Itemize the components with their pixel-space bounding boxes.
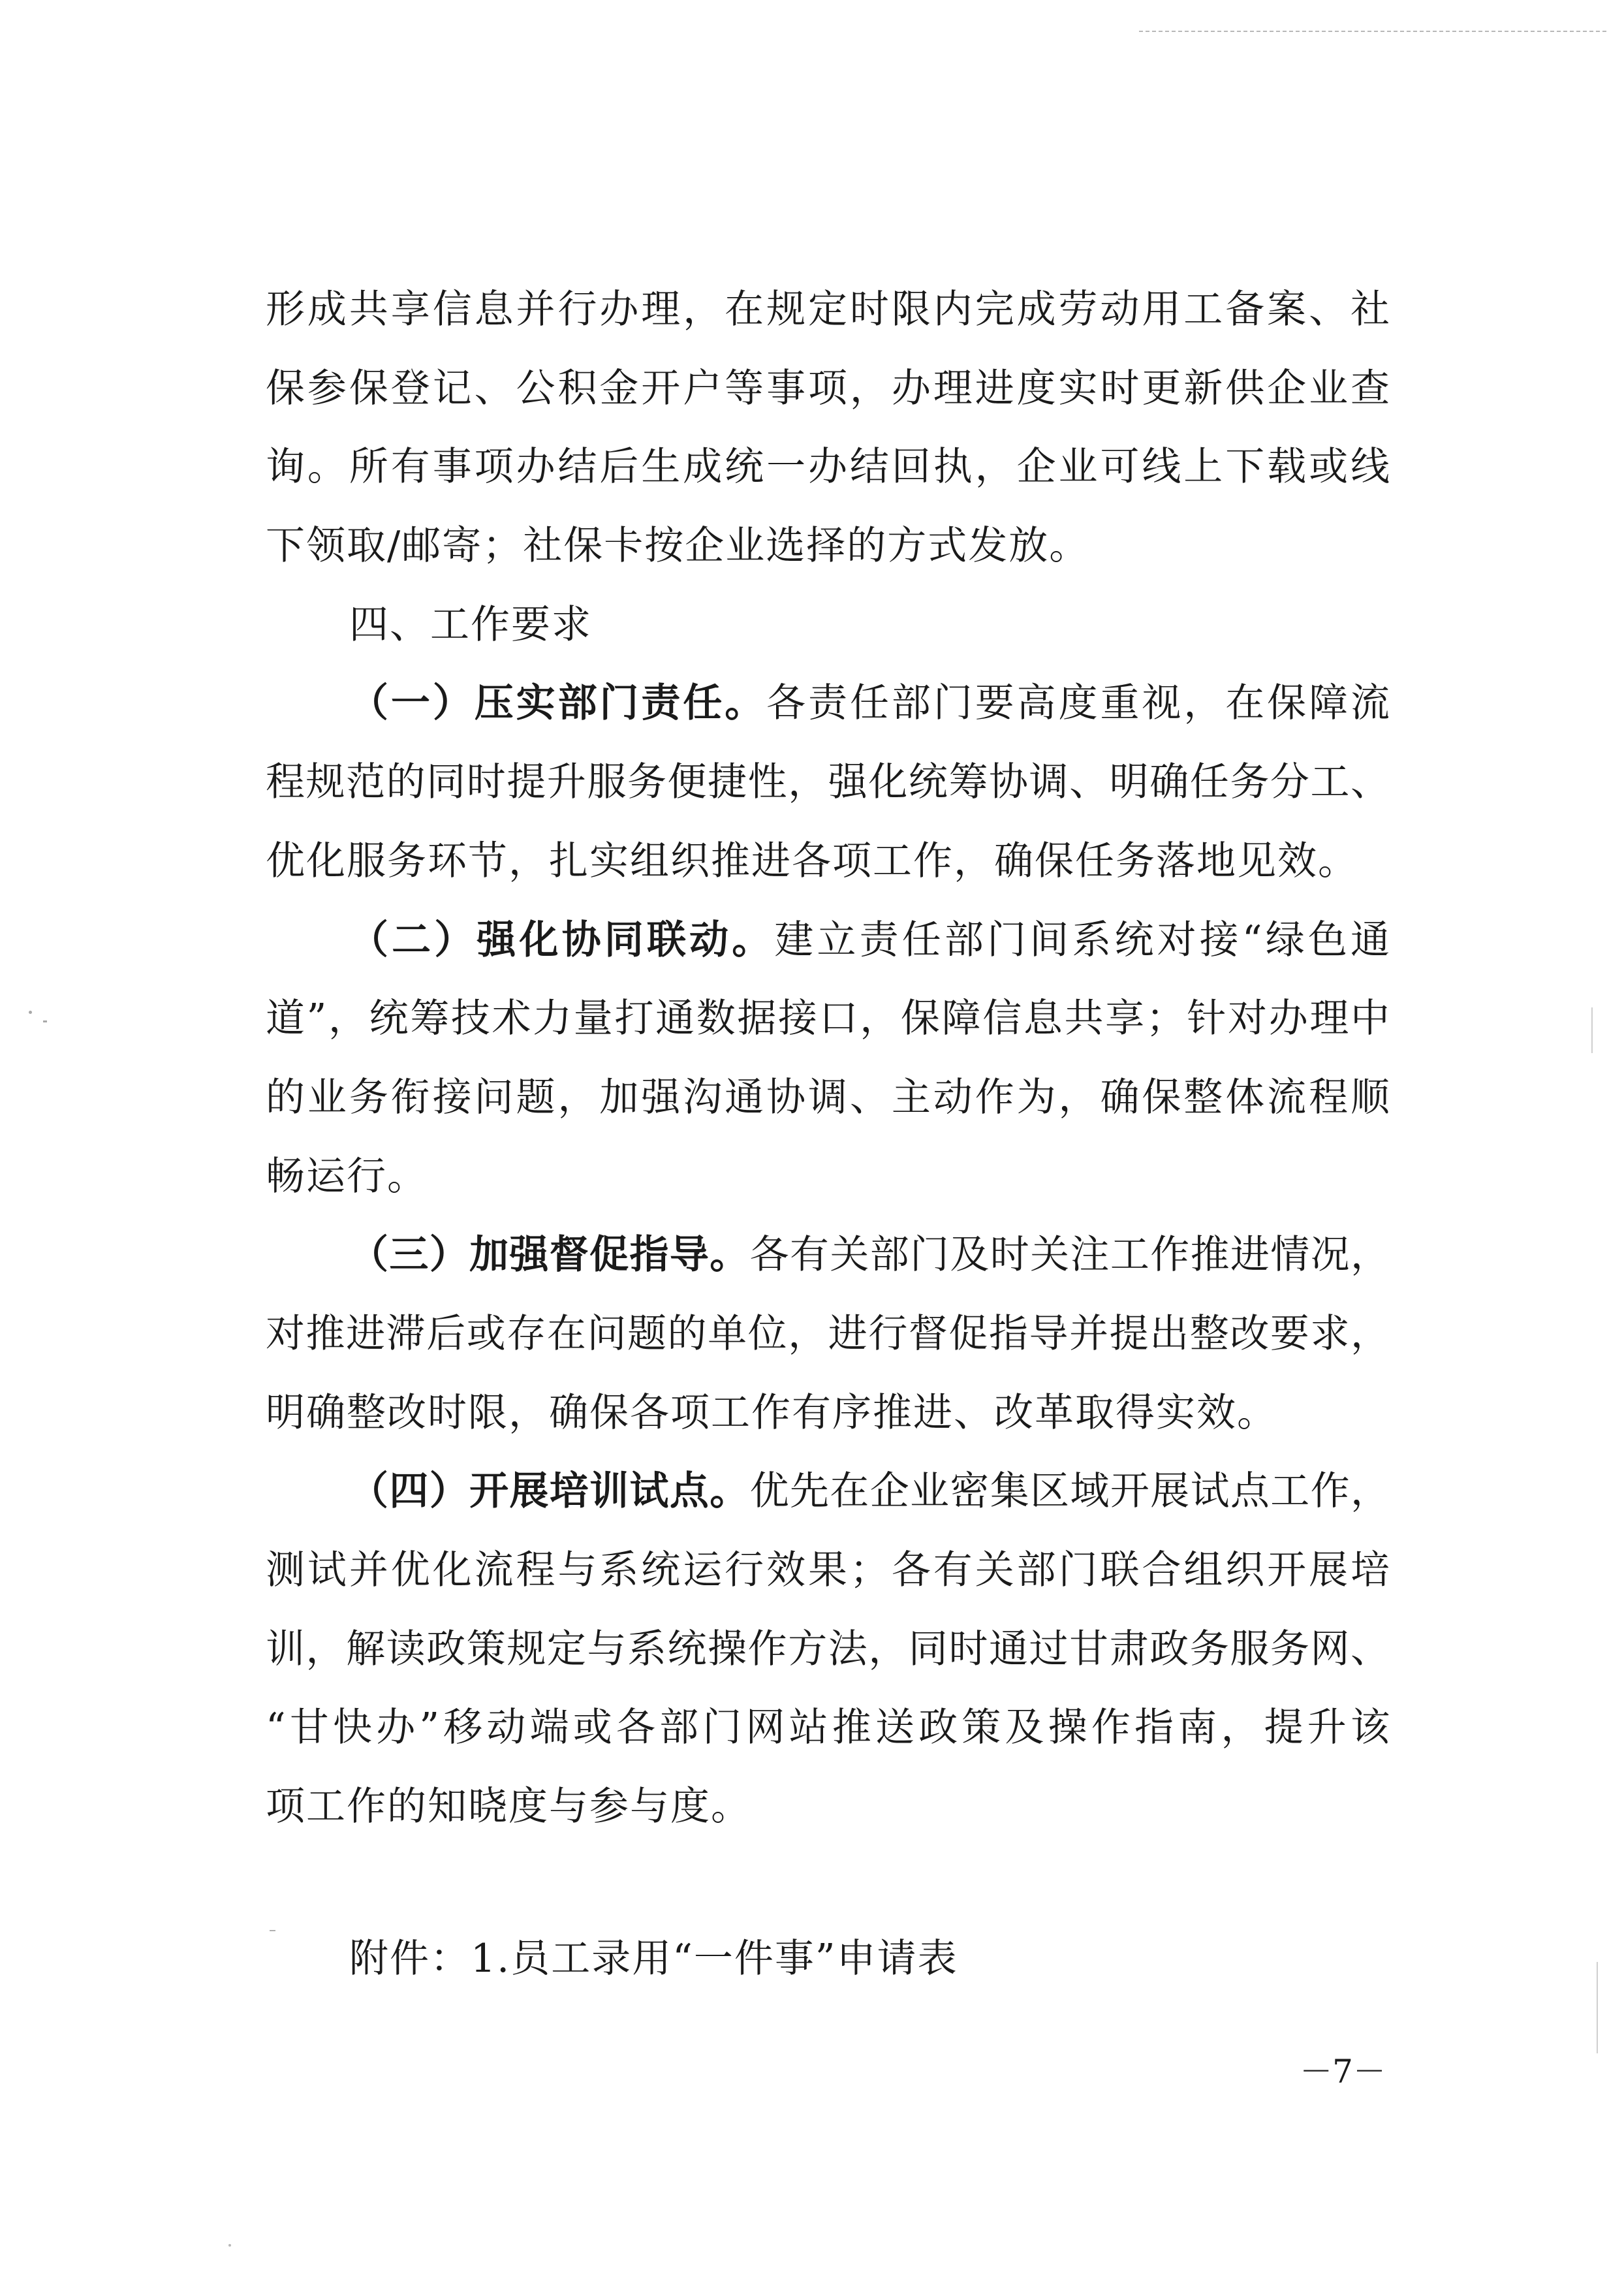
item-first-line-text: 优先在企业密集区域开展试点工作， <box>749 1468 1390 1515</box>
item-first-line <box>266 1452 1390 1531</box>
page-number: －7－ <box>1300 2053 1386 2091</box>
document-body <box>266 270 1390 1998</box>
item-line: 训，解读政策规定与系统操作方法，同时通过甘肃政务服务网、 <box>266 1626 1390 1672</box>
item-label: （四）开展培训试点。 <box>349 1468 750 1515</box>
item-line: 的业务衔接问题，加强沟通协调、主动作为，确保整体流程顺 <box>266 1074 1390 1120</box>
requirement-item-1 <box>266 664 1390 900</box>
scan-edge-line <box>1139 31 1606 32</box>
item-label: （三）加强督促指导。 <box>349 1232 750 1278</box>
item-line: 测试并优化流程与系统运行效果；各有关部门联合组织开展培 <box>266 1547 1390 1593</box>
requirement-item-2 <box>266 901 1390 1216</box>
item-line: “甘快办”移动端或各部门网站推送政策及操作指南，提升该 <box>266 1705 1390 1751</box>
item-line: 明确整改时限，确保各项工作有序推进、改革取得实效。 <box>266 1389 1277 1436</box>
requirement-item-3 <box>266 1216 1390 1452</box>
requirement-item-4 <box>266 1452 1390 1846</box>
item-first-line <box>266 901 1390 980</box>
item-line: 优化服务环节，扎实组织推进各项工作，确保任务落地见效。 <box>266 838 1358 884</box>
item-label: （一）压实部门责任。 <box>349 680 767 727</box>
item-line: 畅运行。 <box>266 1153 428 1199</box>
item-label: （二）强化协同联动。 <box>349 917 775 963</box>
scan-margin-line <box>1591 1007 1593 1053</box>
intro-line: 下领取/邮寄；社保卡按企业选择的方式发放。 <box>266 523 1090 569</box>
item-line: 对推进滞后或存在问题的单位，进行督促指导并提出整改要求， <box>266 1310 1390 1357</box>
scan-margin-line <box>1597 1962 1598 2053</box>
section-heading: 四、工作要求 <box>349 601 592 648</box>
intro-line: 形成共享信息并行办理，在规定时限内完成劳动用工备案、社 <box>266 287 1390 332</box>
item-first-line-text: 各责任部门要高度重视，在保障流 <box>766 680 1390 727</box>
item-line: 道”，统筹技术力量打通数据接口，保障信息共享；针对办理中 <box>266 996 1390 1042</box>
attachment-block <box>266 1920 1390 1999</box>
intro-line: 保参保登记、公积金开户等事项，办理进度实时更新供企业查 <box>266 365 1390 411</box>
item-first-line-text: 建立责任部门间系统对接“绿色通 <box>774 917 1390 963</box>
item-first-line <box>266 664 1390 743</box>
scan-speck <box>29 1011 32 1014</box>
item-first-line-text: 各有关部门及时关注工作推进情况， <box>749 1232 1390 1278</box>
intro-line: 询。所有事项办结后生成统一办结回执，企业可线上下载或线 <box>266 444 1390 490</box>
scan-speck <box>228 2244 231 2247</box>
intro-paragraph <box>266 270 1390 586</box>
item-first-line <box>266 1216 1390 1295</box>
section-heading-block <box>266 586 1390 665</box>
scan-speck <box>43 1020 47 1022</box>
attachment-line: 附件：1.员工录用“一件事”申请表 <box>349 1935 958 1982</box>
item-line: 程规范的同时提升服务便捷性，强化统筹协调、明确任务分工、 <box>266 759 1390 806</box>
item-line: 项工作的知晓度与参与度。 <box>266 1784 751 1830</box>
